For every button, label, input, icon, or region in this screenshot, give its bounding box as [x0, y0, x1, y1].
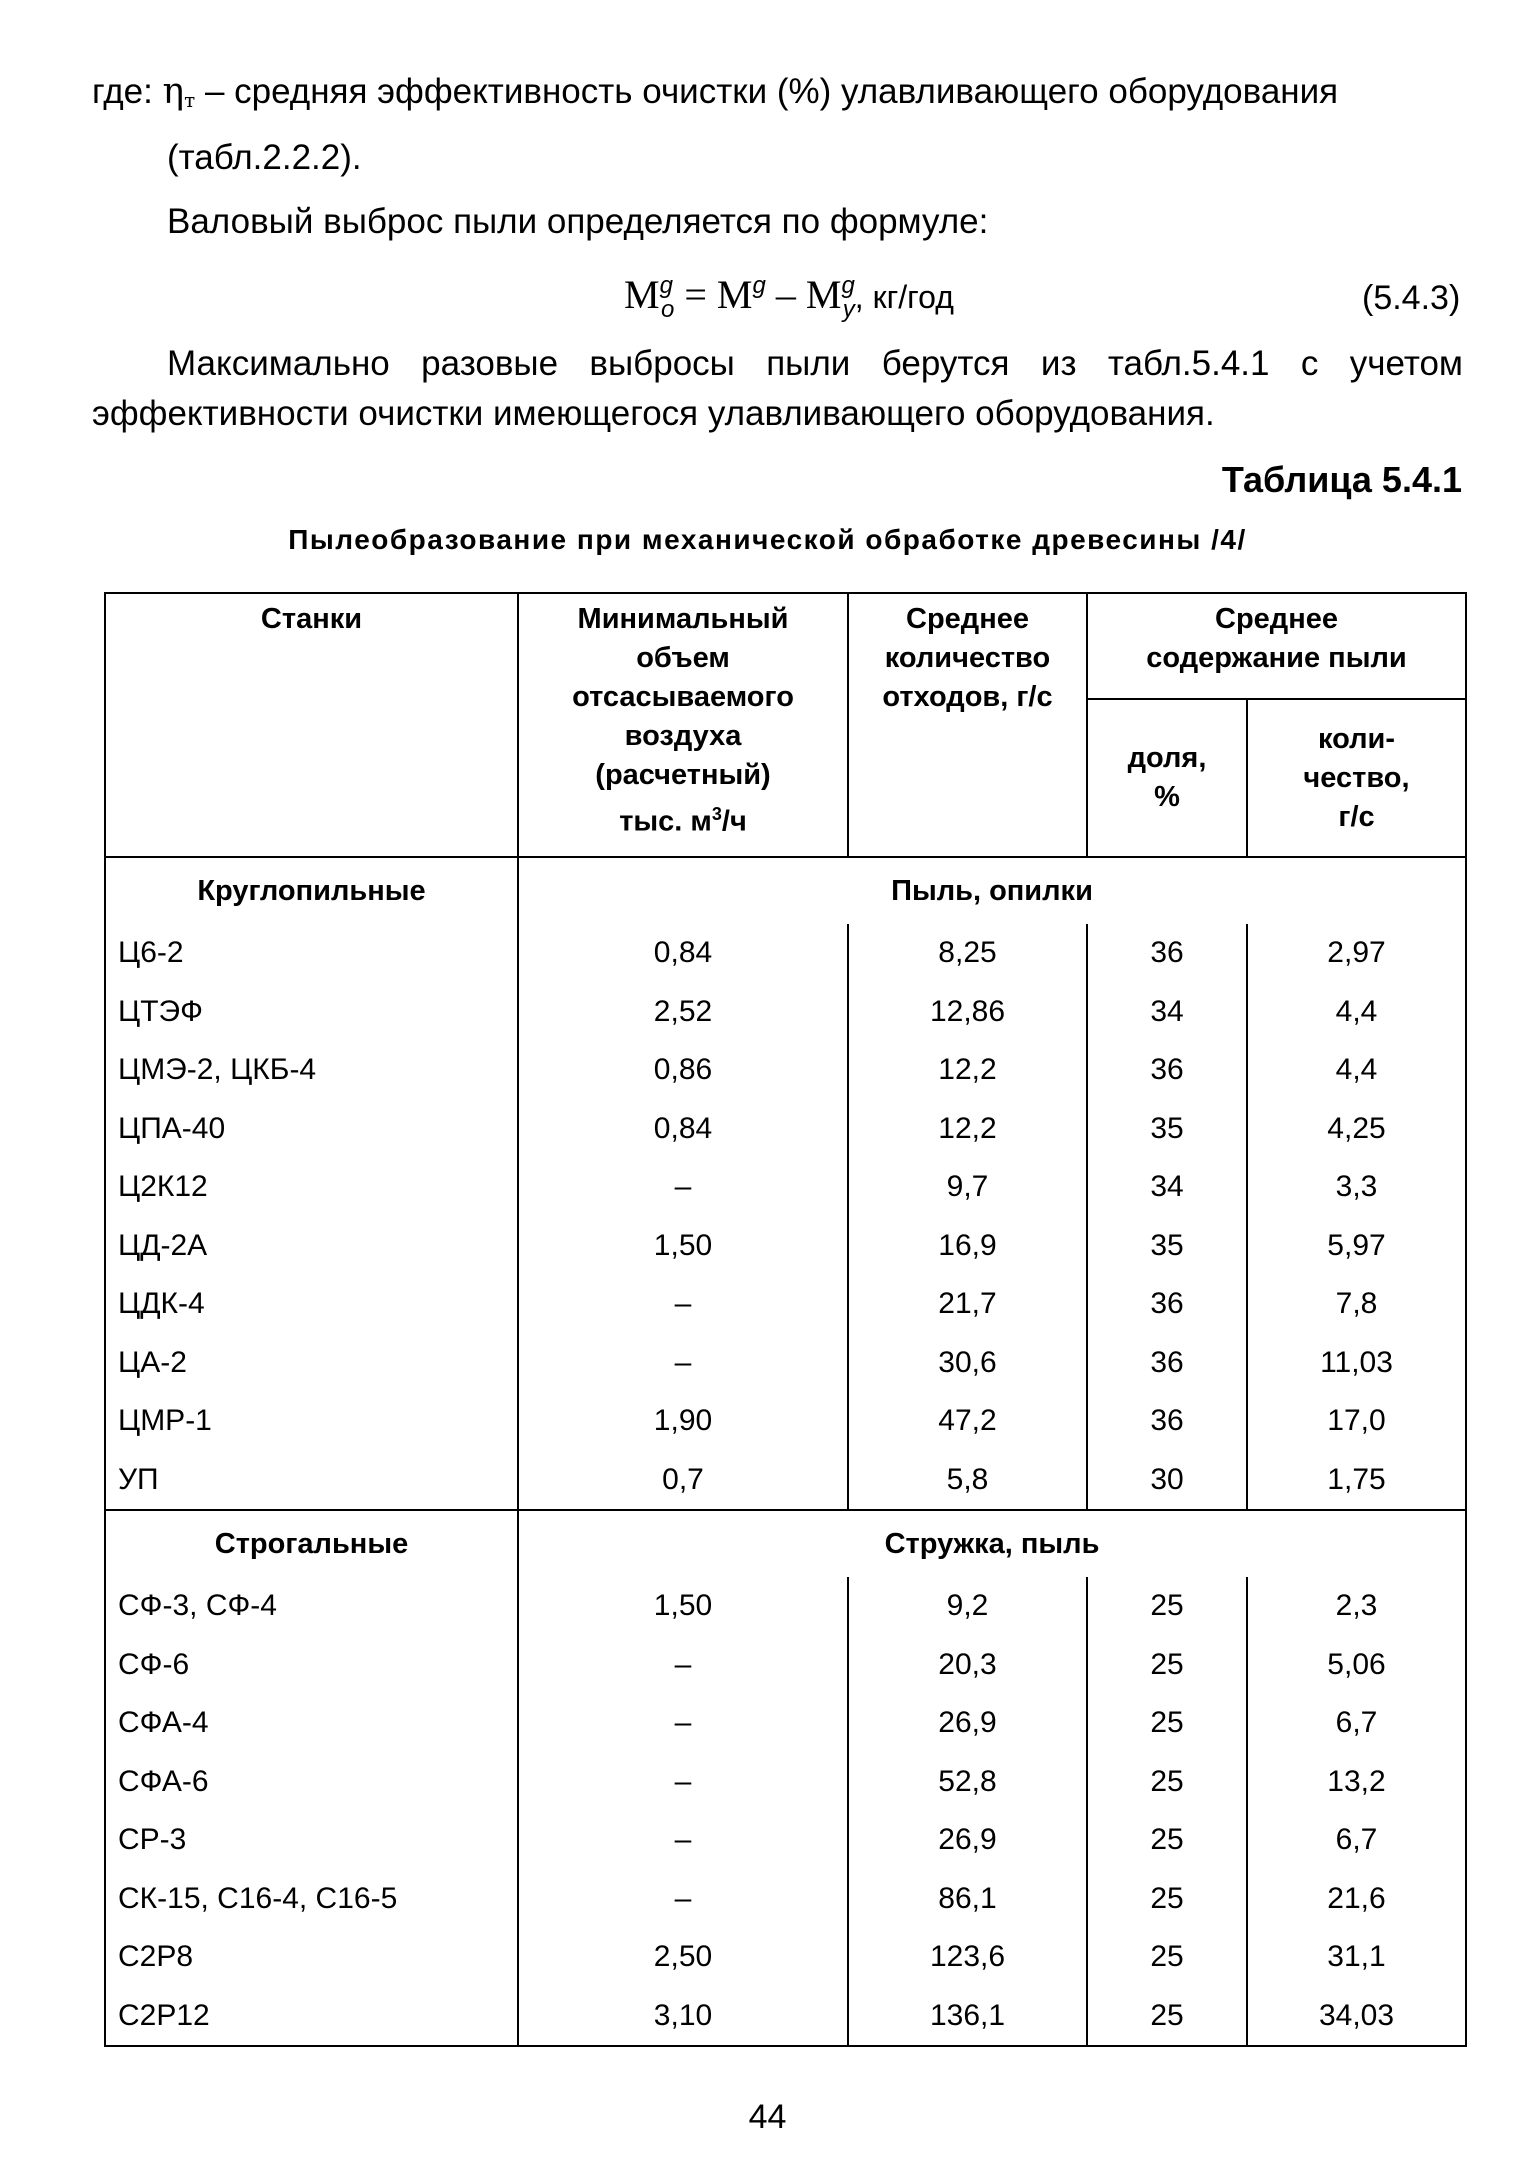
- table-row: [105, 1811, 1466, 1870]
- dust-table: [104, 592, 1467, 2047]
- dust-quantity-cell: 31,1: [1247, 1928, 1466, 1987]
- machine-name-cell: ЦПА-40: [105, 1100, 518, 1159]
- waste-amount-cell: 9,2: [848, 1577, 1087, 1636]
- air-volume-cell: –: [518, 1334, 848, 1393]
- dust-quantity-cell: 13,2: [1247, 1753, 1466, 1812]
- waste-amount-cell: 26,9: [848, 1811, 1087, 1870]
- table-row: [105, 1987, 1466, 2047]
- table-row: [105, 1041, 1466, 1100]
- air-volume-cell: 0,84: [518, 924, 848, 983]
- dust-share-cell: 25: [1087, 1870, 1247, 1929]
- where-ref-line: [167, 136, 362, 180]
- header-share: доля, %: [1087, 699, 1247, 857]
- air-volume-cell: –: [518, 1870, 848, 1929]
- where-line: [92, 70, 1338, 118]
- header-dust: Среднее содержание пыли: [1087, 593, 1466, 699]
- machine-name-cell: СФА-6: [105, 1753, 518, 1812]
- air-volume-cell: 2,52: [518, 983, 848, 1042]
- max-line-1-text: Максимально разовые выбросы пыли берутся из табл.5.4.1 с учетом: [167, 344, 1463, 383]
- dust-quantity-cell: 2,97: [1247, 924, 1466, 983]
- dust-share-cell: 25: [1087, 1987, 1247, 2047]
- machine-name-cell: ЦДК-4: [105, 1275, 518, 1334]
- waste-amount-cell: 47,2: [848, 1392, 1087, 1451]
- air-volume-cell: 2,50: [518, 1928, 848, 1987]
- dust-quantity-cell: 17,0: [1247, 1392, 1466, 1451]
- where-text: – средняя эффективность очистки (%) улавливающего оборудования: [204, 72, 1339, 111]
- dust-share-cell: 25: [1087, 1577, 1247, 1636]
- air-volume-cell: 0,84: [518, 1100, 848, 1159]
- air-volume-cell: –: [518, 1275, 848, 1334]
- section-material: Пыль, опилки: [518, 857, 1466, 924]
- formula-lhs: M: [624, 272, 660, 317]
- air-volume-cell: 1,90: [518, 1392, 848, 1451]
- dust-share-cell: 36: [1087, 1392, 1247, 1451]
- dust-quantity-cell: 2,3: [1247, 1577, 1466, 1636]
- table-caption: Пылеобразование при механической обработке древесины /4/: [288, 524, 1247, 555]
- dust-share-cell: 36: [1087, 1275, 1247, 1334]
- machine-name-cell: Ц6-2: [105, 924, 518, 983]
- equation-number: (5.4.3): [1362, 279, 1461, 317]
- dust-share-cell: 25: [1087, 1694, 1247, 1753]
- machine-name-cell: ЦТЭФ: [105, 983, 518, 1042]
- dust-quantity-cell: 3,3: [1247, 1158, 1466, 1217]
- section-name: Строгальные: [105, 1510, 518, 1577]
- waste-amount-cell: 136,1: [848, 1987, 1087, 2047]
- air-volume-cell: 0,86: [518, 1041, 848, 1100]
- table-row: [105, 1577, 1466, 1636]
- dust-quantity-cell: 5,06: [1247, 1636, 1466, 1695]
- dust-share-cell: 36: [1087, 1334, 1247, 1393]
- table-row: [105, 1753, 1466, 1812]
- dust-share-cell: 25: [1087, 1753, 1247, 1812]
- dust-share-cell: 30: [1087, 1451, 1247, 1511]
- dust-quantity-cell: 11,03: [1247, 1334, 1466, 1393]
- table-row: [105, 1334, 1466, 1393]
- table-label: Таблица 5.4.1: [1221, 459, 1462, 500]
- waste-amount-cell: 8,25: [848, 924, 1087, 983]
- table-row: [105, 1694, 1466, 1753]
- waste-amount-cell: 21,7: [848, 1275, 1087, 1334]
- machine-name-cell: СФ-6: [105, 1636, 518, 1695]
- table-row: [105, 924, 1466, 983]
- table-row: [105, 1451, 1466, 1511]
- table-row: [105, 1217, 1466, 1276]
- formula-m2-sup: g: [841, 272, 855, 299]
- machine-name-cell: Ц2К12: [105, 1158, 518, 1217]
- dust-share-cell: 35: [1087, 1217, 1247, 1276]
- table-body: [105, 857, 1466, 2046]
- waste-amount-cell: 20,3: [848, 1636, 1087, 1695]
- machine-name-cell: СР-3: [105, 1811, 518, 1870]
- formula-minus: –: [775, 272, 796, 317]
- waste-amount-cell: 26,9: [848, 1694, 1087, 1753]
- machine-name-cell: УП: [105, 1451, 518, 1511]
- formula-unit: , кг/год: [854, 279, 954, 315]
- waste-amount-cell: 30,6: [848, 1334, 1087, 1393]
- dust-share-cell: 25: [1087, 1811, 1247, 1870]
- dust-share-cell: 36: [1087, 924, 1247, 983]
- where-ref: (табл.2.2.2).: [167, 138, 362, 177]
- dust-quantity-cell: 34,03: [1247, 1987, 1466, 2047]
- table-row: [105, 1275, 1466, 1334]
- page-number: 44: [748, 2098, 787, 2136]
- section-row: [105, 1510, 1466, 1577]
- dust-share-cell: 34: [1087, 1158, 1247, 1217]
- formula-5-4-3: [624, 272, 954, 324]
- dust-quantity-cell: 1,75: [1247, 1451, 1466, 1511]
- gross-intro-line: [167, 200, 988, 244]
- dust-share-cell: 25: [1087, 1928, 1247, 1987]
- dust-quantity-cell: 7,8: [1247, 1275, 1466, 1334]
- dust-share-cell: 25: [1087, 1636, 1247, 1695]
- formula-lhs-sup: g: [659, 272, 673, 299]
- waste-amount-cell: 5,8: [848, 1451, 1087, 1511]
- dust-quantity-cell: 6,7: [1247, 1694, 1466, 1753]
- header-qty: коли- чество, г/с: [1247, 699, 1466, 857]
- max-line-2-text: эффективности очистки имеющегося улавливающего оборудования.: [92, 394, 1215, 433]
- section-name: Круглопильные: [105, 857, 518, 924]
- header-volume: Минимальный объем отсасываемого воздуха (расчетный) тыс. $м^3/ч$: [518, 593, 848, 857]
- dust-quantity-cell: 4,25: [1247, 1100, 1466, 1159]
- machine-name-cell: С2Р12: [105, 1987, 518, 2047]
- table-row: [105, 1636, 1466, 1695]
- gross-intro: Валовый выброс пыли определяется по формуле:: [167, 202, 989, 241]
- formula-m1-sup: g: [752, 272, 766, 299]
- header-machines: Станки: [105, 593, 518, 857]
- air-volume-cell: 1,50: [518, 1217, 848, 1276]
- waste-amount-cell: 16,9: [848, 1217, 1087, 1276]
- air-volume-cell: 3,10: [518, 1987, 848, 2047]
- table-row: [105, 1870, 1466, 1929]
- machine-name-cell: ЦД-2А: [105, 1217, 518, 1276]
- table-row: [105, 1392, 1466, 1451]
- dust-share-cell: 36: [1087, 1041, 1247, 1100]
- air-volume-cell: 1,50: [518, 1577, 848, 1636]
- section-material: Стружка, пыль: [518, 1510, 1466, 1577]
- formula-lhs-sub: o: [660, 296, 675, 323]
- waste-amount-cell: 12,86: [848, 983, 1087, 1042]
- table-row: [105, 1100, 1466, 1159]
- table-row: [105, 1928, 1466, 1987]
- formula-m2-sub: y: [842, 296, 855, 323]
- header-waste: Среднее количество отходов, г/с: [848, 593, 1087, 857]
- table-row: [105, 1158, 1466, 1217]
- machine-name-cell: ЦМР-1: [105, 1392, 518, 1451]
- dust-quantity-cell: 21,6: [1247, 1870, 1466, 1929]
- table-row: [105, 983, 1466, 1042]
- waste-amount-cell: 12,2: [848, 1100, 1087, 1159]
- waste-amount-cell: 52,8: [848, 1753, 1087, 1812]
- dust-share-cell: 34: [1087, 983, 1247, 1042]
- eta-symbol: $\eta_т$: [162, 71, 196, 112]
- air-volume-cell: –: [518, 1811, 848, 1870]
- machine-name-cell: СК-15, С16-4, С16-5: [105, 1870, 518, 1929]
- waste-amount-cell: 123,6: [848, 1928, 1087, 1987]
- max-line-2: [92, 392, 1215, 436]
- machine-name-cell: СФ-3, СФ-4: [105, 1577, 518, 1636]
- dust-quantity-cell: 4,4: [1247, 983, 1466, 1042]
- dust-quantity-cell: 4,4: [1247, 1041, 1466, 1100]
- section-row: [105, 857, 1466, 924]
- dust-share-cell: 35: [1087, 1100, 1247, 1159]
- waste-amount-cell: 12,2: [848, 1041, 1087, 1100]
- air-volume-cell: 0,7: [518, 1451, 848, 1511]
- dust-quantity-cell: 5,97: [1247, 1217, 1466, 1276]
- machine-name-cell: ЦА-2: [105, 1334, 518, 1393]
- air-volume-cell: –: [518, 1158, 848, 1217]
- machine-name-cell: С2Р8: [105, 1928, 518, 1987]
- where-prefix: где:: [92, 72, 153, 111]
- air-volume-cell: –: [518, 1753, 848, 1812]
- waste-amount-cell: 9,7: [848, 1158, 1087, 1217]
- max-line-1: [167, 342, 1463, 386]
- waste-amount-cell: 86,1: [848, 1870, 1087, 1929]
- formula-m1: M: [716, 272, 753, 317]
- formula-equals: =: [684, 272, 707, 317]
- machine-name-cell: ЦМЭ-2, ЦКБ-4: [105, 1041, 518, 1100]
- air-volume-cell: –: [518, 1694, 848, 1753]
- dust-quantity-cell: 6,7: [1247, 1811, 1466, 1870]
- machine-name-cell: СФА-4: [105, 1694, 518, 1753]
- air-volume-cell: –: [518, 1636, 848, 1695]
- formula-m2: M: [805, 272, 842, 317]
